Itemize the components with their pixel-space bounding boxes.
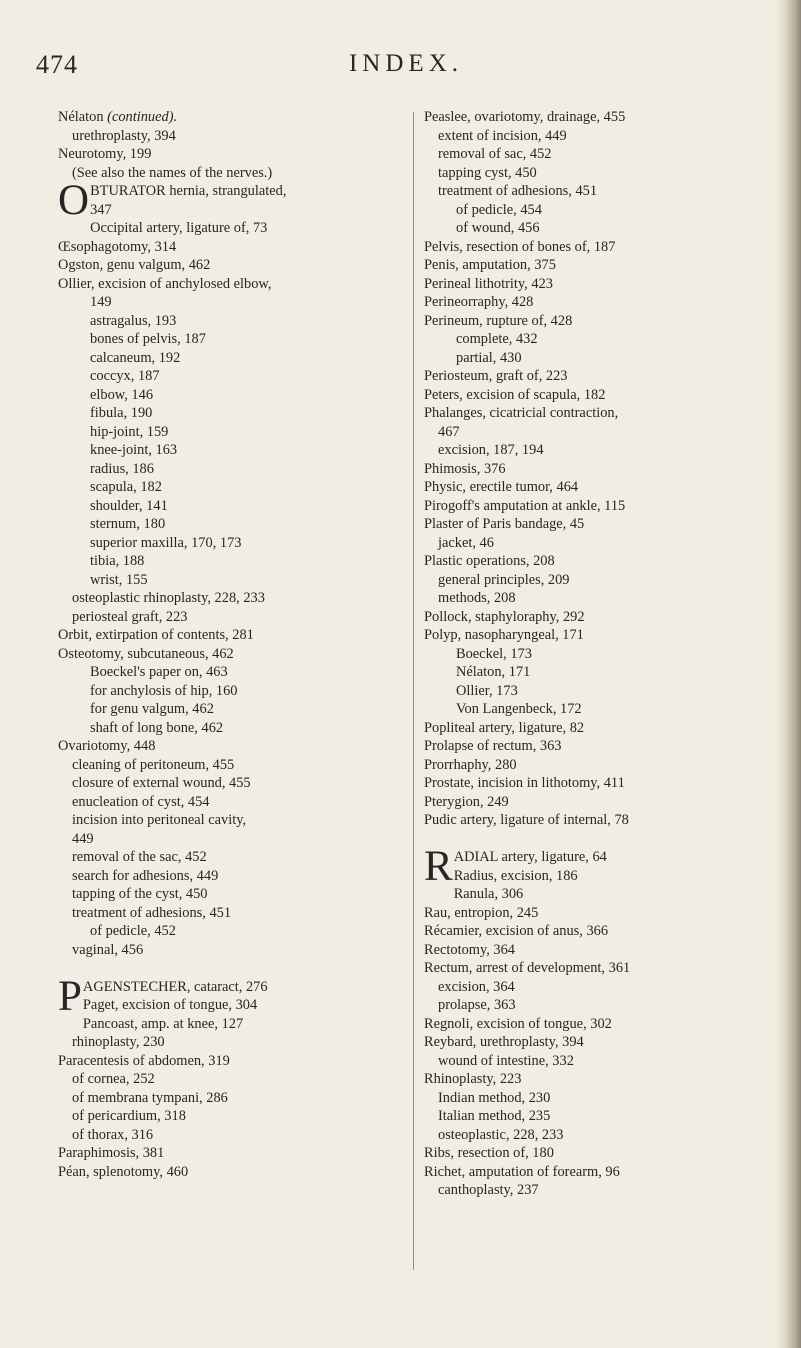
index-subentry — [58, 830, 398, 849]
index-subentry — [58, 293, 398, 312]
entry-text: Indian method, 230 — [438, 1089, 551, 1106]
index-entry — [424, 1163, 769, 1182]
entry-text: scapula, 182 — [90, 479, 162, 495]
index-entry — [424, 478, 769, 497]
entry-text: Paraphimosis, 381 — [58, 1145, 165, 1161]
entry-text: Prolapse of rectum, 363 — [424, 738, 562, 754]
index-subentry — [58, 867, 398, 886]
entry-text: Physic, erectile tumor, 464 — [424, 479, 579, 495]
entry-text: general principles, 209 — [438, 571, 570, 588]
index-subentry — [58, 571, 398, 590]
entry-text: shoulder, 141 — [90, 497, 168, 514]
entry-text: Pancoast, amp. at knee, 127 — [82, 1015, 244, 1032]
entry-text: Osteotomy, subcutaneous, 462 — [58, 645, 234, 662]
entry-text: tapping cyst, 450 — [438, 164, 537, 181]
index-subentry — [424, 127, 769, 146]
index-entry — [424, 811, 769, 830]
index-subentry — [424, 571, 769, 590]
entry-text: wrist, 155 — [90, 571, 148, 588]
index-subentry — [424, 682, 769, 701]
index-entry: AGENSTECHER, cataract, 276 — [82, 978, 268, 995]
index-entry — [58, 145, 398, 164]
index-entry — [424, 238, 769, 257]
drop-cap-letter: P — [58, 972, 82, 1020]
index-subentry — [58, 756, 398, 775]
index-subentry — [58, 423, 398, 442]
entry-text: search for adhesions, 449 — [72, 867, 219, 884]
entry-text: Pudic artery, ligature of internal, 78 — [424, 812, 629, 828]
entry-text: excision, 187, 194 — [438, 442, 544, 458]
index-entry — [424, 256, 769, 275]
index-entry — [424, 367, 769, 386]
index-entry — [424, 774, 769, 793]
index-subentry — [58, 922, 398, 941]
index-subentry — [424, 1181, 769, 1200]
index-column-right — [424, 108, 769, 1200]
entry-text: Plastic operations, 208 — [424, 553, 555, 569]
entry-text: Boeckel, 173 — [456, 645, 532, 662]
entry-text: Ribs, resection of, 180 — [424, 1145, 554, 1161]
index-subentry — [58, 700, 398, 719]
index-subentry — [58, 1126, 398, 1145]
index-entry — [424, 1070, 769, 1089]
index-entry — [58, 626, 398, 645]
entry-text: Periosteum, graft of, 223 — [424, 368, 568, 384]
index-entry — [58, 256, 398, 275]
entry-text: treatment of adhesions, 451 — [438, 183, 598, 199]
entry-text: fibula, 190 — [90, 405, 153, 421]
entry-text: Plaster of Paris bandage, 45 — [424, 516, 585, 532]
section-gap — [424, 830, 769, 849]
entry-text: sternum, 180 — [90, 516, 166, 532]
entry-text: osteoplastic rhinoplasty, 228, 233 — [72, 590, 265, 606]
entry-text: Boeckel's paper on, 463 — [90, 664, 228, 680]
index-entry — [424, 904, 769, 923]
running-head-title: INDEX. — [348, 50, 463, 77]
entry-text: treatment of adhesions, 451 — [72, 904, 232, 921]
entry-text: 467 — [438, 423, 460, 440]
index-subentry — [58, 941, 398, 960]
index-subentry — [58, 589, 398, 608]
entry-text: for anchylosis of hip, 160 — [90, 682, 238, 699]
entry-text: radius, 186 — [90, 460, 154, 477]
entry-text: Italian method, 235 — [438, 1108, 551, 1124]
entry-text: Prorrhaphy, 280 — [424, 756, 517, 773]
entry-text: removal of the sac, 452 — [72, 849, 207, 865]
index-subentry — [58, 774, 398, 793]
index-entry — [424, 922, 769, 941]
entry-text: of thorax, 316 — [72, 1126, 154, 1143]
index-entry — [58, 1015, 398, 1034]
entry-text: Perineorraphy, 428 — [424, 294, 534, 310]
index-subentry — [58, 848, 398, 867]
entry-text: Peters, excision of scapula, 182 — [424, 386, 606, 403]
index-subentry — [58, 1033, 398, 1052]
index-entry — [58, 219, 398, 238]
index-entry — [424, 404, 769, 423]
drop-cap-letter: R — [424, 843, 453, 890]
index-subentry — [58, 1107, 398, 1126]
index-subentry — [424, 700, 769, 719]
entry-text: Neurotomy, 199 — [58, 146, 152, 162]
entry-text: Ogston, genu valgum, 462 — [58, 257, 211, 273]
entry-text: prolapse, 363 — [438, 997, 516, 1013]
index-subentry — [424, 145, 769, 164]
index-entry — [424, 1015, 769, 1034]
book-spine-shadow — [775, 0, 801, 1348]
index-subentry — [58, 460, 398, 479]
entry-text: wound of intestine, 332 — [438, 1052, 574, 1069]
entry-text: jacket, 46 — [438, 534, 494, 551]
entry-text: astragalus, 193 — [90, 312, 177, 329]
entry-text: of wound, 456 — [456, 220, 540, 236]
entry-text: partial, 430 — [456, 349, 522, 366]
entry-text: Péan, splenotomy, 460 — [58, 1163, 189, 1180]
index-entry — [424, 515, 769, 534]
index-subentry — [424, 663, 769, 682]
index-entry — [424, 1033, 769, 1052]
entry-text: cleaning of peritoneum, 455 — [72, 756, 235, 773]
entry-text: Pelvis, resection of bones of, 187 — [424, 238, 616, 255]
section-start — [424, 843, 769, 890]
column-divider — [413, 112, 414, 1270]
index-entry — [58, 238, 398, 257]
entry-text: shaft of long bone, 462 — [90, 719, 224, 736]
index-subentry — [424, 1089, 769, 1108]
index-entry: Radius, excision, 186 — [453, 867, 578, 884]
entry-text: elbow, 146 — [90, 386, 154, 403]
entry-text: Reybard, urethroplasty, 394 — [424, 1034, 584, 1050]
entry-text: superior maxilla, 170, 173 — [90, 534, 242, 551]
index-subentry — [58, 811, 398, 830]
index-subentry — [58, 552, 398, 571]
index-subentry — [424, 164, 769, 183]
index-subentry — [58, 682, 398, 701]
index-entry — [424, 626, 769, 645]
index-entry — [58, 1144, 398, 1163]
index-subentry — [58, 719, 398, 738]
entry-text: of pedicle, 452 — [90, 923, 176, 939]
entry-text: (See also the names of the nerves.) — [72, 164, 273, 181]
entry-text: closure of external wound, 455 — [72, 775, 251, 791]
entry-text: methods, 208 — [438, 590, 516, 606]
entry-text: vaginal, 456 — [72, 941, 144, 958]
index-subentry — [58, 349, 398, 368]
entry-text: excision, 364 — [438, 978, 515, 995]
entry-text: Pirogoff's amputation at ankle, 115 — [424, 497, 626, 514]
entry-text: Récamier, excision of anus, 366 — [424, 923, 609, 939]
index-subentry — [58, 1089, 398, 1108]
index-entry — [424, 552, 769, 571]
index-entry — [424, 386, 769, 405]
entry-text: Orbit, extirpation of contents, 281 — [58, 627, 254, 643]
entry-text: Rectotomy, 364 — [424, 941, 515, 958]
entry-text: osteoplastic, 228, 233 — [438, 1126, 564, 1143]
index-entry — [424, 608, 769, 627]
entry-text: Von Langenbeck, 172 — [456, 701, 582, 717]
index-subentry — [424, 182, 769, 201]
index-entry — [424, 941, 769, 960]
entry-text: of pericardium, 318 — [72, 1108, 186, 1124]
index-subentry — [58, 515, 398, 534]
entry-text: Nélaton, 171 — [456, 664, 531, 680]
entry-text: Prostate, incision in lithotomy, 411 — [424, 775, 625, 791]
index-subentry — [58, 663, 398, 682]
entry-text: rhinoplasty, 230 — [72, 1034, 165, 1050]
entry-text: of cornea, 252 — [72, 1071, 155, 1087]
index-subentry — [424, 349, 769, 368]
index-subentry — [424, 423, 769, 442]
index-entry — [58, 737, 398, 756]
section-start — [58, 177, 398, 224]
entry-text: of membrana tympani, 286 — [72, 1089, 228, 1106]
entry-text: Pollock, staphyloraphy, 292 — [424, 608, 585, 625]
index-subentry — [58, 441, 398, 460]
index-entry — [424, 275, 769, 294]
index-entry — [424, 885, 769, 904]
index-entry: BTURATOR hernia, strangulated, — [90, 183, 287, 199]
index-entry — [424, 293, 769, 312]
index-subentry — [58, 478, 398, 497]
index-entry — [58, 108, 398, 127]
entry-text: 449 — [72, 830, 94, 847]
index-entry — [58, 1052, 398, 1071]
index-subentry — [424, 996, 769, 1015]
entry-text: calcaneum, 192 — [90, 349, 181, 366]
entry-text: Pterygion, 249 — [424, 793, 509, 810]
entry-text: Ranula, 306 — [453, 886, 524, 902]
entry-italic-note: (continued). — [107, 109, 178, 125]
entry-text: Peaslee, ovariotomy, drainage, 455 — [424, 109, 626, 125]
entry-text: Richet, amputation of forearm, 96 — [424, 1163, 620, 1180]
entry-text: removal of sac, 452 — [438, 146, 552, 162]
page-header — [36, 50, 776, 84]
index-subentry — [58, 534, 398, 553]
entry-text: Ovariotomy, 448 — [58, 738, 156, 754]
entry-text: Popliteal artery, ligature, 82 — [424, 719, 585, 736]
index-entry — [424, 737, 769, 756]
index-entry — [424, 959, 769, 978]
entry-text: Rectum, arrest of development, 361 — [424, 960, 631, 976]
entry-text: Rhinoplasty, 223 — [424, 1071, 522, 1087]
index-entry: 347 — [90, 201, 112, 218]
index-subentry — [58, 386, 398, 405]
entry-text: urethroplasty, 394 — [72, 127, 176, 144]
entry-text: Polyp, nasopharyngeal, 171 — [424, 627, 584, 643]
index-entry — [424, 460, 769, 479]
index-entry — [424, 497, 769, 516]
entry-text: of pedicle, 454 — [456, 201, 542, 218]
entry-text: periosteal graft, 223 — [72, 608, 188, 625]
index-entry: Paget, excision of tongue, 304 — [82, 997, 258, 1013]
index-subentry — [424, 978, 769, 997]
entry-text: Perineal lithotrity, 423 — [424, 275, 553, 292]
index-subentry — [58, 497, 398, 516]
index-entry — [424, 1144, 769, 1163]
index-entry — [58, 1163, 398, 1182]
index-subentry — [424, 1126, 769, 1145]
index-subentry — [58, 127, 398, 146]
index-entry — [424, 719, 769, 738]
entry-text: Phimosis, 376 — [424, 460, 506, 477]
entry-text: for genu valgum, 462 — [90, 701, 214, 717]
section-start — [58, 972, 398, 1020]
entry-text: Perineum, rupture of, 428 — [424, 312, 573, 329]
entry-text: Rau, entropion, 245 — [424, 904, 539, 921]
entry-text: hip-joint, 159 — [90, 423, 169, 440]
entry-text: Phalanges, cicatricial contraction, — [424, 405, 619, 421]
index-entry: ADIAL artery, ligature, 64 — [453, 849, 607, 865]
entry-text: Penis, amputation, 375 — [424, 257, 556, 273]
index-subentry — [58, 312, 398, 331]
index-subentry — [58, 793, 398, 812]
index-subentry — [424, 219, 769, 238]
entry-text: Ollier, 173 — [456, 682, 518, 699]
entry-text: incision into peritoneal cavity, — [72, 812, 247, 828]
entry-text: Paracentesis of abdomen, 319 — [58, 1052, 230, 1069]
index-entry — [424, 793, 769, 812]
index-entry — [424, 312, 769, 331]
entry-text: extent of incision, 449 — [438, 127, 567, 144]
entry-text: Œsophagotomy, 314 — [58, 238, 177, 255]
index-subentry — [58, 330, 398, 349]
index-subentry — [58, 164, 398, 183]
index-subentry — [424, 441, 769, 460]
entry-text: enucleation of cyst, 454 — [72, 793, 210, 810]
index-subentry — [424, 645, 769, 664]
index-subentry — [424, 589, 769, 608]
entry-text: 149 — [90, 294, 112, 310]
index-entry — [58, 645, 398, 664]
entry-text: knee-joint, 163 — [90, 442, 178, 458]
index-subentry — [58, 404, 398, 423]
index-entry — [424, 108, 769, 127]
index-subentry — [58, 367, 398, 386]
entry-text: tapping of the cyst, 450 — [72, 886, 208, 902]
index-subentry — [58, 885, 398, 904]
index-subentry — [58, 608, 398, 627]
index-column-left — [58, 108, 398, 1181]
index-entry — [424, 756, 769, 775]
entry-text: tibia, 188 — [90, 553, 145, 569]
section-gap — [58, 959, 398, 978]
entry-text: Occipital artery, ligature of, 73 — [90, 220, 268, 236]
index-subentry — [424, 1052, 769, 1071]
index-subentry — [424, 201, 769, 220]
entry-text: bones of pelvis, 187 — [90, 331, 206, 347]
index-subentry — [58, 1070, 398, 1089]
entry-text: Regnoli, excision of tongue, 302 — [424, 1015, 612, 1032]
index-subentry — [424, 1107, 769, 1126]
index-subentry — [58, 904, 398, 923]
entry-text: Ollier, excision of anchylosed elbow, — [58, 275, 272, 292]
index-subentry — [424, 330, 769, 349]
entry-text: canthoplasty, 237 — [438, 1182, 539, 1198]
index-subentry — [424, 534, 769, 553]
drop-cap-letter: O — [58, 177, 90, 224]
page-number: 474 — [36, 50, 78, 79]
entry-text: complete, 432 — [456, 331, 538, 347]
entry-text: coccyx, 187 — [90, 368, 160, 384]
entry-text: Nélaton — [58, 109, 108, 125]
index-entry — [58, 275, 398, 294]
